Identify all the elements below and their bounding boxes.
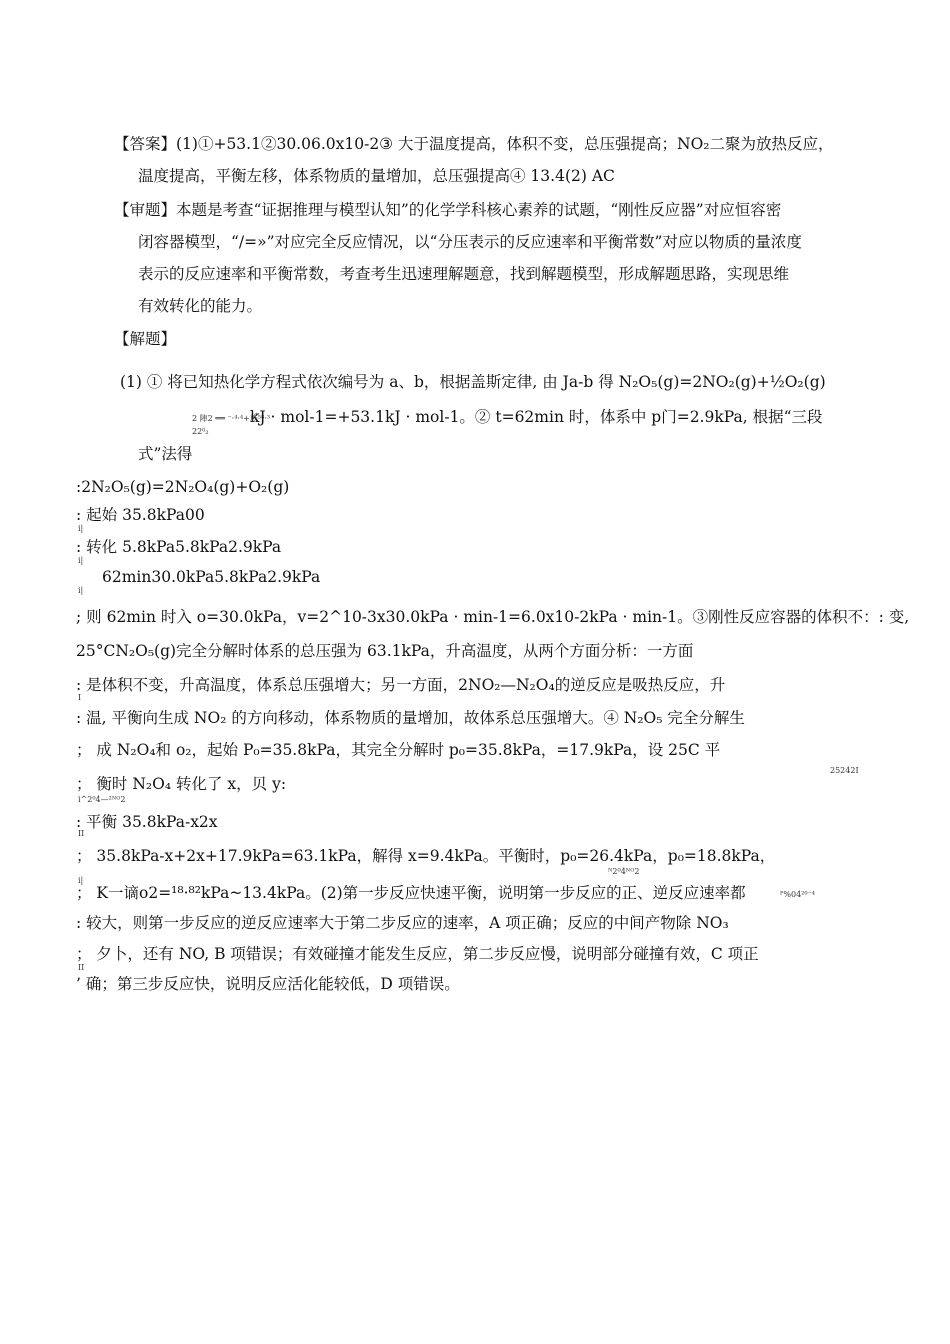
text-line-2: 温度提高，平衡左移，体系物质的量增加，总压强提高④ 13.4(2) AC: [138, 167, 615, 185]
text-line-10: 式”法得: [138, 445, 193, 463]
margin-mark-6: i|: [78, 876, 84, 885]
text-line-18: : 温, 平衡向生成 NO₂ 的方向移动，体系物质的量增加，故体系总压强增大。④ N₂O₅ 完全分解生: [76, 709, 745, 727]
text-line-22: ； 35.8kPa-x+2x+17.9kPa=63.1kPa，解得 x=9.4kPa。平衡时，p₀=26.4kPa，p₀=18.8kPa，: [76, 847, 776, 865]
margin-mark-2: i|: [78, 556, 84, 565]
subscript-note-2: 22⁰₂: [192, 427, 209, 436]
text-line-16: 25°CN₂O₅(g)完全分解时体系的总压强为 63.1kPa，升高温度，从两个方面分析：一方面: [76, 642, 694, 660]
text-line-19: ； 成 N₂O₄和 o₂，起始 P₀=35.8kPa，其完全分解时 p₀=35.8kPa，=17.9kPa，设 25C 平: [76, 741, 721, 759]
margin-mark-1: i|: [78, 524, 84, 533]
text-line-5: 表示的反应速率和平衡常数，考查考生迅速理解题意，找到解题模型，形成解题思路，实现思维: [138, 265, 790, 283]
text-line-17: : 是体积不变，升高温度，体系总压强增大；另一方面，2NO₂—N₂O₄的逆反应是吸热反应，升: [76, 676, 726, 694]
text-line-15: ; 则 62min 时入 o=30.0kPa，v=2^10-3x30.0kPa · min-1=6.0x10-2kPa · min-1。③刚性反应容器的体积不：: 变,: [76, 608, 910, 626]
margin-mark-3: i|: [78, 586, 84, 595]
text-line-24: : 较大，则第一步反应的逆反应速率大于第二步反应的速率，A 项正确；反应的中间产物除 NO₃: [76, 914, 729, 932]
text-line-25: ； 夕卜，还有 NO, B 项错误；有效碰撞才能发生反应，第二步反应慢，说明部分碰撞有效，C 项正: [76, 945, 759, 963]
text-line-1: 【答案】(1)①+53.1②30.06.0x10-2③ 大于温度提高，体积不变，总压强提高；NO₂二聚为放热反应，: [114, 135, 834, 153]
text-line-21: : 平衡 35.8kPa-x2x: [76, 813, 218, 831]
text-line-14: 62min30.0kPa5.8kPa2.9kPa: [102, 568, 321, 586]
margin-mark-4: I: [78, 693, 82, 702]
text-line-20: ； 衡时 N₂O₄ 转化了 x，贝 y:: [76, 775, 287, 793]
subscript-note-3: 25242I: [830, 766, 859, 775]
subscript-note-5: ᴺ2⁰4ᴺᴼ2: [608, 867, 640, 876]
text-line-8: (1) ① 将已知热化学方程式依次编号为 a、b，根据盖斯定律, 由 Ja-b 得 N₂O₅(g)=2NO₂(g)+½O₂(g): [120, 373, 826, 391]
subscript-note-1: 2 陣2 ══ ⁻·⁴·⁴+族⁵⁸·³: [192, 414, 271, 423]
text-line-23: ； K一谪o2=¹⁸·⁸²kPa~13.4kPa。(2)第一步反应快速平衡，说明第一步反应的正、逆反应速率都: [76, 884, 746, 902]
text-line-11: :2N₂O₅(g)=2N₂O₄(g)+O₂(g): [76, 478, 290, 496]
text-line-7: 【解题】: [114, 330, 177, 348]
text-line-26: ’ 确；第三步反应快，说明反应活化能较低，D 项错误。: [76, 975, 460, 993]
margin-mark-7: II: [78, 963, 85, 972]
text-line-12: : 起始 35.8kPa00: [76, 506, 205, 524]
text-line-9: kJ · mol-1=+53.1kJ · mol-1。② t=62min 时，体系中 p门=2.9kPa, 根据“三段: [250, 408, 823, 426]
text-line-13: : 转化 5.8kPa5.8kPa2.9kPa: [76, 538, 282, 556]
text-line-4: 闭容器模型，“/=»”对应完全反应情况，以“分压表示的反应速率和平衡常数”对应以物质的量浓度: [138, 233, 802, 251]
text-line-6: 有效转化的能力。: [138, 297, 263, 315]
subscript-note-4: i^2⁰4—²ᴺᴼ2: [78, 795, 126, 804]
margin-mark-5: II: [78, 829, 85, 838]
subscript-note-6: ᴾ%04²⁰⁻⁴: [780, 890, 816, 899]
text-line-3: 【审题】本题是考查“证据推理与模型认知”的化学学科核心素养的试题，“刚性反应器”对应恒容密: [114, 201, 782, 219]
